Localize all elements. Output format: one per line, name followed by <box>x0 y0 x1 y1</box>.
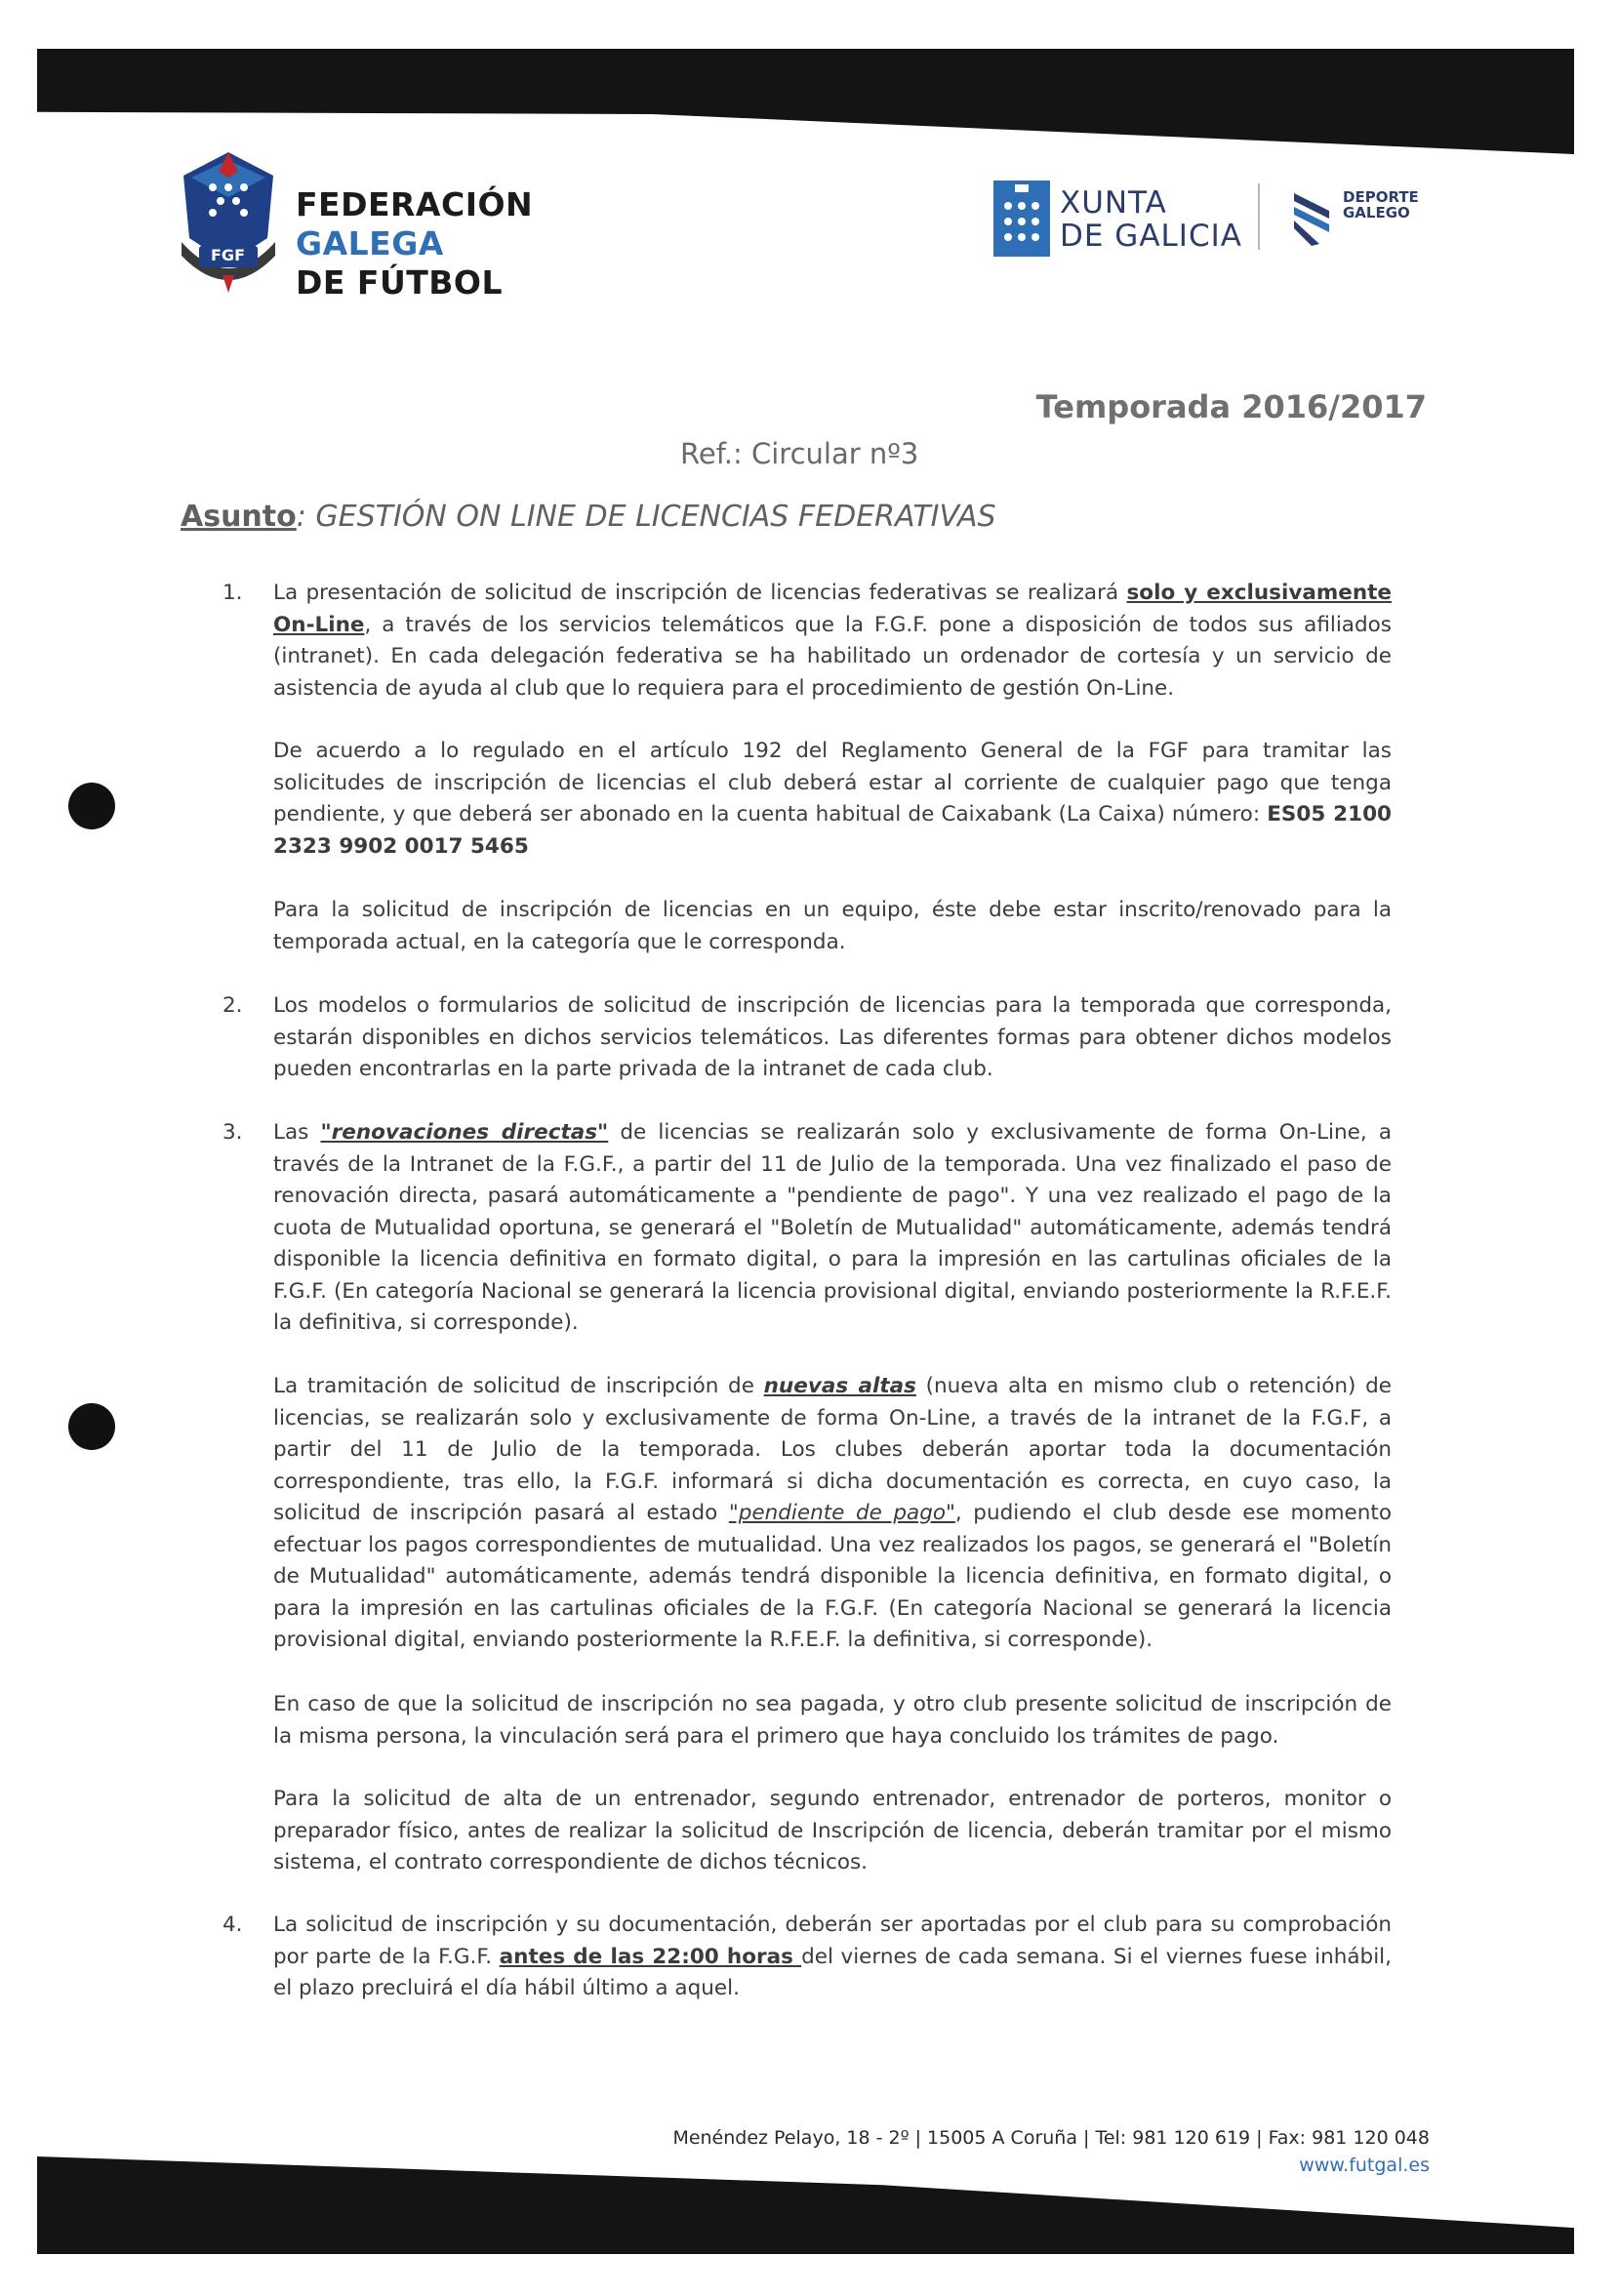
item-number-1: 1. <box>222 581 243 605</box>
deporte-galego-icon <box>1290 189 1333 248</box>
s1-paragraph-2 <box>273 736 1392 863</box>
logo-divider <box>1258 183 1260 250</box>
fgf-crest-text: FGF <box>211 246 245 264</box>
s3-renovaciones-directas: "renovaciones directas" <box>320 1120 609 1145</box>
s1-p1-emphasis: solo y exclusivamente On-Line <box>273 581 1392 637</box>
s3-p1-text-a: Las <box>273 1120 321 1145</box>
s3-pendiente-de-pago: "pendiente de pago" <box>728 1501 955 1525</box>
s1-paragraph-1 <box>273 578 1392 705</box>
s3-paragraph-4: Para la solicitud de alta de un entrenador, segundo entrenador, entrenador de porteros, monitor o preparador físico, antes de realizar la solicitud de Inscripción de licencia, deberán tramitar por el mismo sistema, el contrato correspondiente de dichos técnicos. <box>273 1787 1392 1874</box>
fgf-name-blue: GALEGA <box>296 224 444 262</box>
s1-p2-text: De acuerdo a lo regulado en el artículo 192 del Reglamento General de la FGF para tramitar las solicitudes de inscripción de licencias el club deberá estar al corriente de cualquier pago que tenga pendiente, y que deberá ser abonado en la cuenta habitual de Caixabank (La Caixa) número: <box>273 739 1392 826</box>
s4-p1-text-b: del viernes de cada semana. Si el viernes fuese inhábil, el plazo precluirá el día hábil último a aquel. <box>273 1944 1392 2000</box>
s4-paragraph-1 <box>273 1910 1392 2005</box>
footer-band <box>37 2135 1574 2254</box>
fgf-name <box>296 185 584 302</box>
subject <box>181 500 996 534</box>
s3-paragraph-1 <box>273 1117 1392 1340</box>
subject-label: Asunto <box>181 500 297 534</box>
s3-nuevas-altas: nuevas altas <box>763 1374 916 1398</box>
section-2 <box>273 990 1392 1086</box>
s3-p2-text-a: La tramitación de solicitud de inscripción de <box>273 1374 764 1398</box>
bank-account-number: ES05 2100 2323 9902 0017 5465 <box>273 802 1392 859</box>
s3-p2-text-b: (nueva alta en mismo club o retención) de licencias, se realizarán solo y exclusivamente de forma On-Line, a través de la intranet de la F.G.F, a partir del 11 de Julio de la temporada. Los clubes deberán aportar toda la documentación correspondiente, tras ello, la F.G.F. informará si dicha documentación es correcta, en cuyo caso, la solicitud de inscripción pasará al estado <box>273 1374 1393 1525</box>
item-number-3: 3. <box>222 1120 243 1145</box>
xunta-name <box>1060 186 1242 253</box>
footer-address: Menéndez Pelayo, 18 - 2º | 15005 A Coruña | Tel: 981 120 619 | Fax: 981 120 048 <box>672 2127 1430 2149</box>
s1-paragraph-3: Para la solicitud de inscripción de licencias en un equipo, éste debe estar inscrito/renovado para la temporada actual, en la categoría que le corresponda. <box>273 898 1392 954</box>
s3-p2-text-c: , pudiendo el club desde ese momento efectuar los pagos correspondientes de mutualidad. Una vez realizados los pagos, se generará el "Boletín de Mutualidad" automáticamente, además tendrá disponible la licencia definitiva, en formato digital, o para la impresión en las cartulinas oficiales de la F.G.F. (En categoría Nacional se generará la licencia provisional digital, enviando posteriormente la R.F.E.F. la definitiva, si corresponde). <box>273 1501 1392 1652</box>
section-3-new <box>273 1371 1392 1657</box>
footer-website-link[interactable]: www.futgal.es <box>1299 2155 1430 2176</box>
section-3-coaches <box>273 1784 1392 1879</box>
s3-p1-text-b: de licencias se realizarán solo y exclusivamente de forma On-Line, a través de la Intranet de la F.G.F., a partir del 11 de Julio de la temporada. Una vez finalizado el paso de renovación directa, pasará automáticamente a "pendiente de pago". Y una vez realizado el pago de la cuota de Mutualidad oportuna, se generará el "Boletín de Mutualidad" automáticamente, además tendrá disponible la licencia definitiva en formato digital, o para la impresión en las cartulinas oficiales de la F.G.F. (En categoría Nacional se generará la licencia provisional digital, enviando posteriormente la R.F.E.F. la definitiva, si corresponde). <box>273 1120 1392 1335</box>
reference-label: Ref. <box>680 437 734 470</box>
punch-hole-bottom <box>68 1403 115 1450</box>
subject-value: : GESTIÓN ON LINE DE LICENCIAS FEDERATIVAS <box>296 500 996 534</box>
xunta-logo <box>993 181 1257 259</box>
s2-paragraph-1: Los modelos o formularios de solicitud de inscripción de licencias para la temporada que corresponda, estarán disponibles en dichos servicios telemáticos. Las diferentes formas para obtener dichos modelos pueden encontrarlas en la parte privada de la intranet de cada club. <box>273 993 1392 1081</box>
s4-p1-text-a: La solicitud de inscripción y su documentación, deberán ser aportadas por el club para su comprobación por parte de la F.G.F. <box>273 1913 1392 1969</box>
fgf-name-dark: FEDERACIÓN <box>296 185 534 223</box>
punch-hole-top <box>68 783 115 829</box>
item-number-2: 2. <box>222 993 243 1018</box>
s3-paragraph-3: En caso de que la solicitud de inscripción no sea pagada, y otro club presente solicitud de inscripción de la misma persona, la vinculación será para el primero que haya concluido los trámites de pago. <box>273 1692 1392 1749</box>
s1-p1-text-b: , a través de los servicios telemáticos que la F.G.F. pone a disposición de todos sus afiliados (intranet). En cada delegación federativa se ha habilitado un ordenador de cortesía y un servicio de asistencia de ayuda al club que lo requiera para el procedimiento de gestión On-Line. <box>273 612 1392 701</box>
deporte-galego-name <box>1343 189 1419 221</box>
s1-p1-text-a: La presentación de solicitud de inscripción de licencias federativas se realizará <box>273 581 1127 605</box>
fgf-logo <box>174 148 584 302</box>
xunta-line2: DE GALICIA <box>1060 219 1242 254</box>
item-number-4: 4. <box>222 1913 243 1937</box>
s4-deadline: antes de las 22:00 horas <box>499 1944 802 1969</box>
deporte-line1: DEPORTE <box>1343 188 1419 206</box>
fgf-crest-icon <box>174 148 283 295</box>
section-1-payment <box>273 736 1392 863</box>
s3-paragraph-2 <box>273 1371 1392 1657</box>
fgf-name-line2: DE FÚTBOL <box>296 263 504 302</box>
reference-value: : Circular nº3 <box>733 437 919 470</box>
reference <box>680 437 918 470</box>
section-4 <box>273 1910 1392 2005</box>
header-band <box>37 49 1574 154</box>
xunta-emblem-icon <box>993 181 1050 257</box>
section-1 <box>273 578 1392 705</box>
deporte-galego-logo <box>1290 185 1427 254</box>
season-label: Temporada 2016/2017 <box>1035 388 1427 425</box>
section-1-team <box>273 895 1392 958</box>
section-3-unpaid <box>273 1689 1392 1752</box>
deporte-line2: GALEGO <box>1343 204 1410 222</box>
xunta-line1: XUNTA <box>1060 185 1167 221</box>
section-3 <box>273 1117 1392 1340</box>
